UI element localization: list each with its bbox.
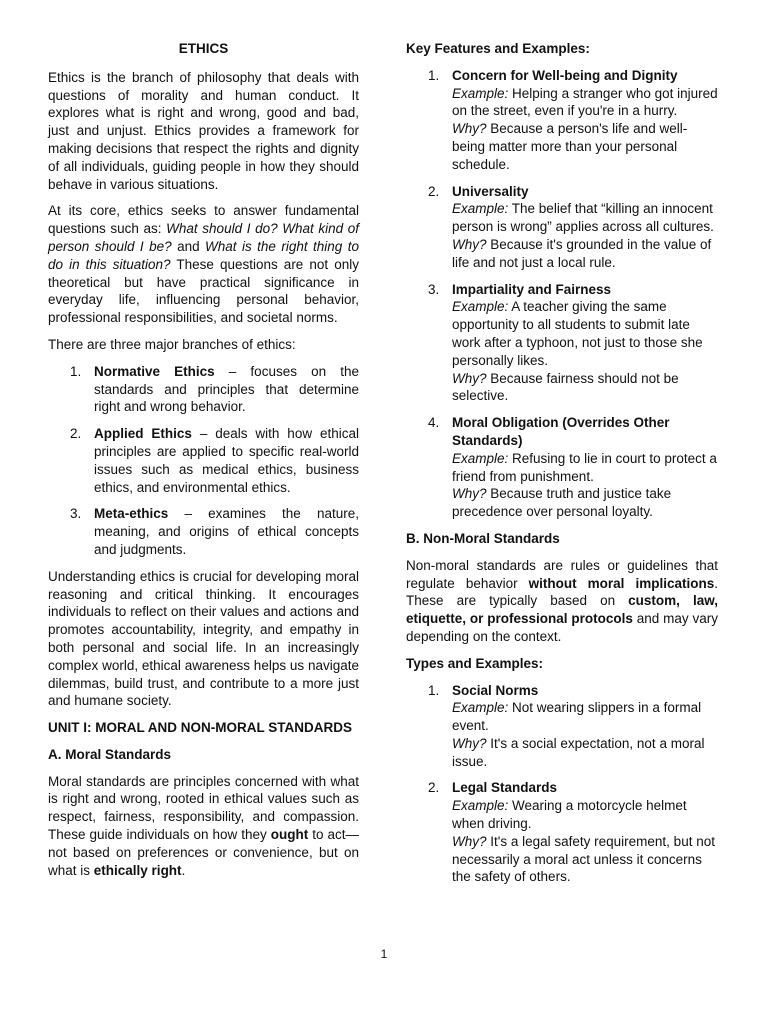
list-item: 1. Normative Ethics – focuses on the standards and principles that determine right and wrong behavior.: [70, 363, 359, 415]
list-item: 2. Universality Example: The belief that “killing an innocent person is wrong” applies across all cultures. Why? Because it's grounded in the value of life and not just a local rule.: [428, 183, 714, 270]
list-item: 2. Applied Ethics – deals with how ethical principles are applied to specific real-world issues such as medical ethics, business ethics, and environmental ethics.: [70, 426, 359, 495]
list-item: 2. Legal Standards Example: Wearing a motorcycle helmet when driving. Why? It's a legal safety requirement, but not necessarily a moral act unless it concerns the safety of others.: [428, 780, 715, 885]
list-item: 3. Meta-ethics – examines the nature, meaning, and origins of ethical concepts and judgments.: [70, 506, 359, 557]
moral-standards-paragraph: Moral standards are principles concerned with what is right and wrong, rooted in ethical values such as respect, fairness, responsibility, and compassion. These guide individuals on how they ought to act—not based on preferences or convenience, but on what is ethically right.: [48, 773, 359, 878]
core-questions-paragraph: At its core, ethics seeks to answer fundamental questions such as: What should I do? What kind of person should I be? and What is the right thing to do in this situation? These questions are not only theoretical but have practical significance in everyday life, influencing personal behavior, professional responsibilities, and societal norms.: [48, 203, 360, 326]
types-heading: Types and Examples:: [406, 655, 544, 671]
list-item: 3. Impartiality and Fairness Example: A teacher giving the same opportunity to all students to submit late work after a typhoon, not just to those she personally likes. Why? Because fairness should not be selective.: [428, 281, 703, 404]
features-list: [406, 67, 718, 521]
importance-paragraph: Understanding ethics is crucial for developing moral reasoning and critical thinking. It encourages individuals to reflect on their values and actions and promotes accountability, integrity, and empathy in both personal and social life. In an increasingly complex world, ethical awareness helps us navigate dilemmas, build trust, and contribute to a more just and humane society.: [48, 568, 359, 709]
page-number: 1: [380, 947, 388, 961]
document-title: ETHICS: [178, 41, 229, 56]
intro-paragraph: Ethics is the branch of philosophy that deals with questions of morality and human conduct. It explores what is right and wrong, good and bad, just and unjust. Ethics provides a framework for making decisions that respect the rights and dignity of all individuals, guiding people in how they should behave in various situations.: [48, 69, 359, 192]
list-item: 1. Social Norms Example: Not wearing slippers in a formal event. Why? It's a social expectation, not a moral issue.: [428, 682, 705, 769]
non-moral-paragraph: Non-moral standards are rules or guidelines that regulate behavior without moral implications. These are typically based on custom, law, etiquette, or professional protocols and may vary depending on the context.: [406, 557, 719, 644]
list-item: 1. Concern for Well-being and Dignity Example: Helping a stranger who got injured on the street, even if you're in a hurry. Why? Because a person's life and well-being matter more than your personal schedule.: [428, 67, 718, 172]
key-features-heading: Key Features and Examples:: [406, 41, 590, 56]
right-column: [406, 40, 718, 895]
unit-heading: UNIT I: MORAL AND NON-MORAL STANDARDS: [48, 720, 352, 736]
left-column: [48, 40, 359, 888]
list-item: 4. Moral Obligation (Overrides Other Standards) Example: Refusing to lie in court to protect a friend from punishment. Why? Because truth and justice take precedence over personal loyalty.: [428, 415, 717, 520]
branches-list: [48, 363, 359, 559]
section-a-heading: A. Moral Standards: [48, 746, 172, 762]
branches-intro: There are three major branches of ethics:: [48, 336, 296, 352]
types-list: [406, 682, 718, 887]
section-b-heading: B. Non-Moral Standards: [406, 530, 560, 546]
